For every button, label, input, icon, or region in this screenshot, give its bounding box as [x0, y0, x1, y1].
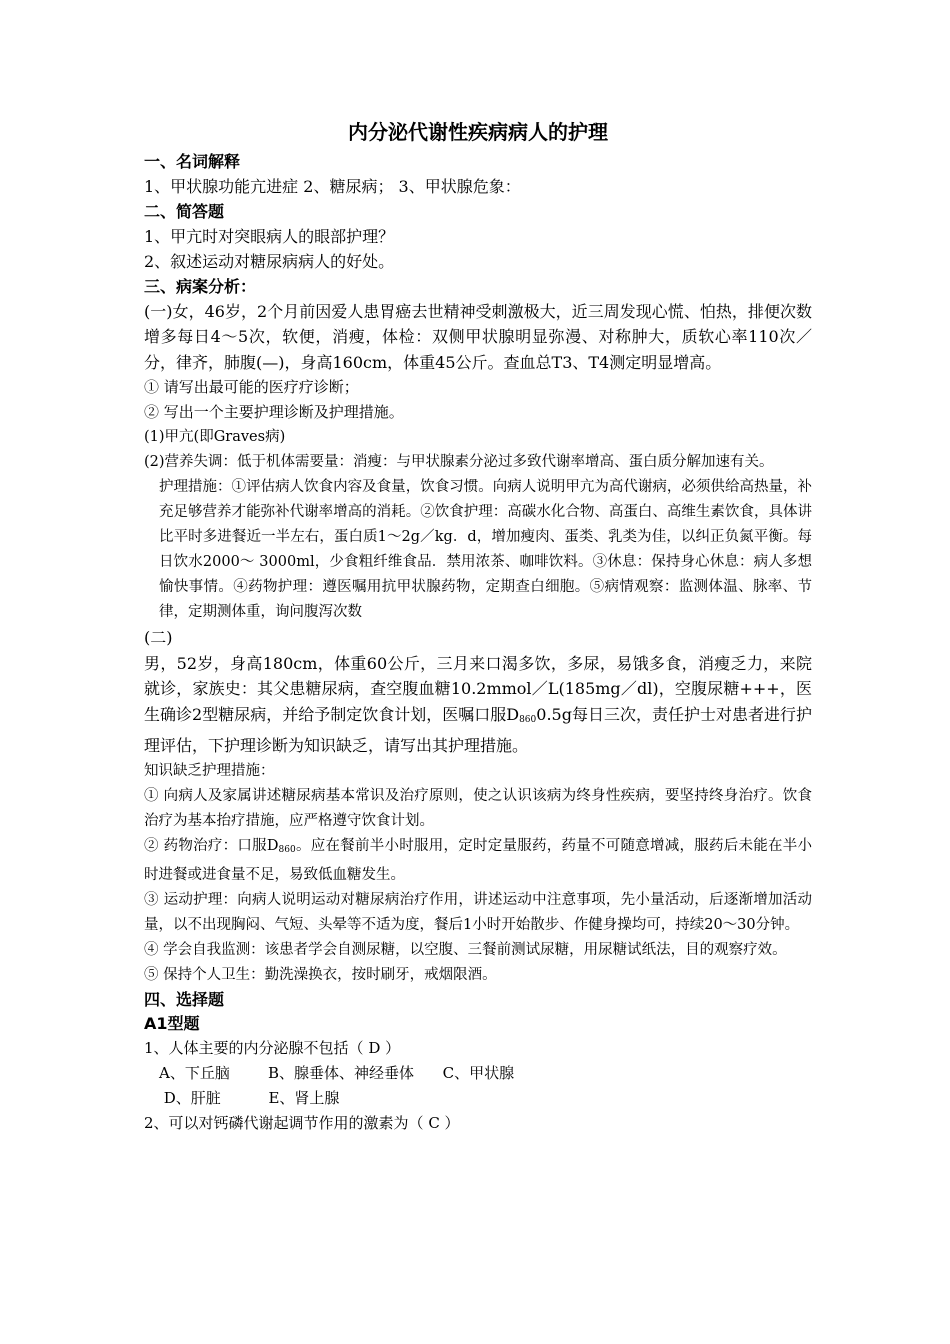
case-2-description: [144, 651, 812, 759]
case-1-question-1: ① 请写出最可能的医疗疗诊断；: [144, 378, 359, 396]
choice-question-1-options-row-2: D、肝脏 E、肾上腺: [159, 1088, 340, 1107]
measure-2-text-a: ② 药物治疗：口服D: [144, 837, 279, 854]
case-2-subscript: 860: [519, 714, 537, 725]
measure-2-subscript: 860: [278, 844, 296, 855]
case-2-text-b: 0.5g每日三次，责任护士对患者进行护理评估，下护理诊断为知识缺乏，请写出其护理措施。: [144, 704, 812, 755]
measure-2-text-b: 。应在餐前半小时服用，定时定量服药，药量不可随意增减，服药后未能在半小时进餐或进食量不足，易致低血糖发生。: [144, 837, 812, 883]
choice-subheading-a1: A1型题: [144, 1013, 200, 1033]
choice-question-2: 2、可以对钙磷代谢起调节作用的激素为（ C ）: [144, 1113, 460, 1132]
case-1-answer-1: (1)甲亢(即Graves病): [144, 429, 286, 445]
case-1-question-2: ② 写出一个主要护理诊断及护理措施。: [144, 403, 404, 421]
case-1-description: (一)女，46岁，2个月前因爱人患胃癌去世精神受刺激极大，近三周发现心慌、怕热，排便次数增多每日4～5次，软便，消瘦，体检：双侧甲状腺明显弥漫、对称肿大，质软心率110次／分，律齐，肺腹(—)，身高160cm，体重45公斤。查血总T3、T4测定明显增高。: [144, 301, 812, 372]
section-heading-choice: 四、选择题: [144, 989, 225, 1009]
measure-5: ⑤ 保持个人卫生：勤洗澡换衣，按时刷牙，戒烟限酒。: [144, 966, 497, 983]
page-title: 内分泌代谢性疾病病人的护理: [348, 120, 608, 144]
measure-1: ① 向病人及家属讲述糖尿病基本常识及治疗原则，使之认识该病为终身性疾病，要坚持终身治疗。饮食治疗为基本抬疗措施，应严格遵守饮食计划。: [144, 787, 812, 829]
measure-4: ④ 学会自我监测：该患者学会自测尿糖，以空腹、三餐前测试尿糖，用尿糖试纸法，目的观察疗效。: [144, 941, 787, 958]
section-heading-short-answer: 二、简答题: [144, 201, 225, 221]
section-heading-case-analysis: 三、病案分析：: [144, 276, 257, 296]
case-1-answer-2: (2)营养失调：低于机体需要量：消瘦：与甲状腺素分泌过多致代谢率增高、蛋白质分解加速有关。: [144, 454, 774, 470]
case-1-nursing-measures: 护理措施：①评估病人饮食内容及食量，饮食习惯。向病人说明甲亢为高代谢病，必须供给高热量，补充足够营养才能弥补代谢率增高的消耗。②饮食护理：高碳水化合物、高蛋白、高维生素饮食，具体讲比平时多进餐近一半左右，蛋白质1～2g／kg．d，增加瘦肉、蛋类、乳类为佳，以纠正负氮平衡。每日饮水2000～ 3000ml，少食粗纤维食品．禁用浓茶、咖啡饮料。③休息：保持身心休息：病人多想愉快事情。④药物护理：遵医嘱用抗甲状腺药物，定期查白细胞。⑤病情观察：监测体温、脉率、节律，定期测体重，询问腹泻次数: [159, 479, 812, 620]
measure-2: [144, 834, 812, 888]
knowledge-deficit-heading: 知识缺乏护理措施：: [144, 762, 275, 779]
choice-question-1-options-row-1: A、下丘脑 B、腺垂体、神经垂体 C、甲状腺: [159, 1063, 515, 1082]
measure-3: ③ 运动护理：向病人说明运动对糖尿病治疗作用，讲述运动中注意事项，先小量活动，后逐渐增加活动量，以不出现胸闷、气短、头晕等不适为度，餐后1小时开始散步、作健身操均可，持续20～30分钟。: [144, 891, 812, 933]
choice-question-1: 1、人体主要的内分泌腺不包括（ D ）: [144, 1038, 401, 1057]
document-page: [144, 118, 812, 1136]
terms-list: 1、甲状腺功能亢进症 2、糖尿病； 3、甲状腺危象：: [144, 177, 521, 196]
case-2-text-a: 男，52岁，身高180cm，体重60公斤，三月来口渴多饮，多尿，易饿多食，消瘦乏力，来院就诊，家族史：其父患糖尿病，查空腹血糖10.2mmol／L(185mg／dl)，空腹尿糖+++，医生确诊2型糖尿病，并给予制定饮食计划，医嘱口服D: [144, 653, 812, 724]
case-2-label: (二): [144, 628, 173, 647]
short-answer-question-1: 1、甲亢时对突眼病人的眼部护理？: [144, 226, 395, 246]
short-answer-question-2: 2、叙述运动对糖尿病病人的好处。: [144, 252, 395, 271]
section-heading-terms: 一、名词解释: [144, 152, 241, 171]
